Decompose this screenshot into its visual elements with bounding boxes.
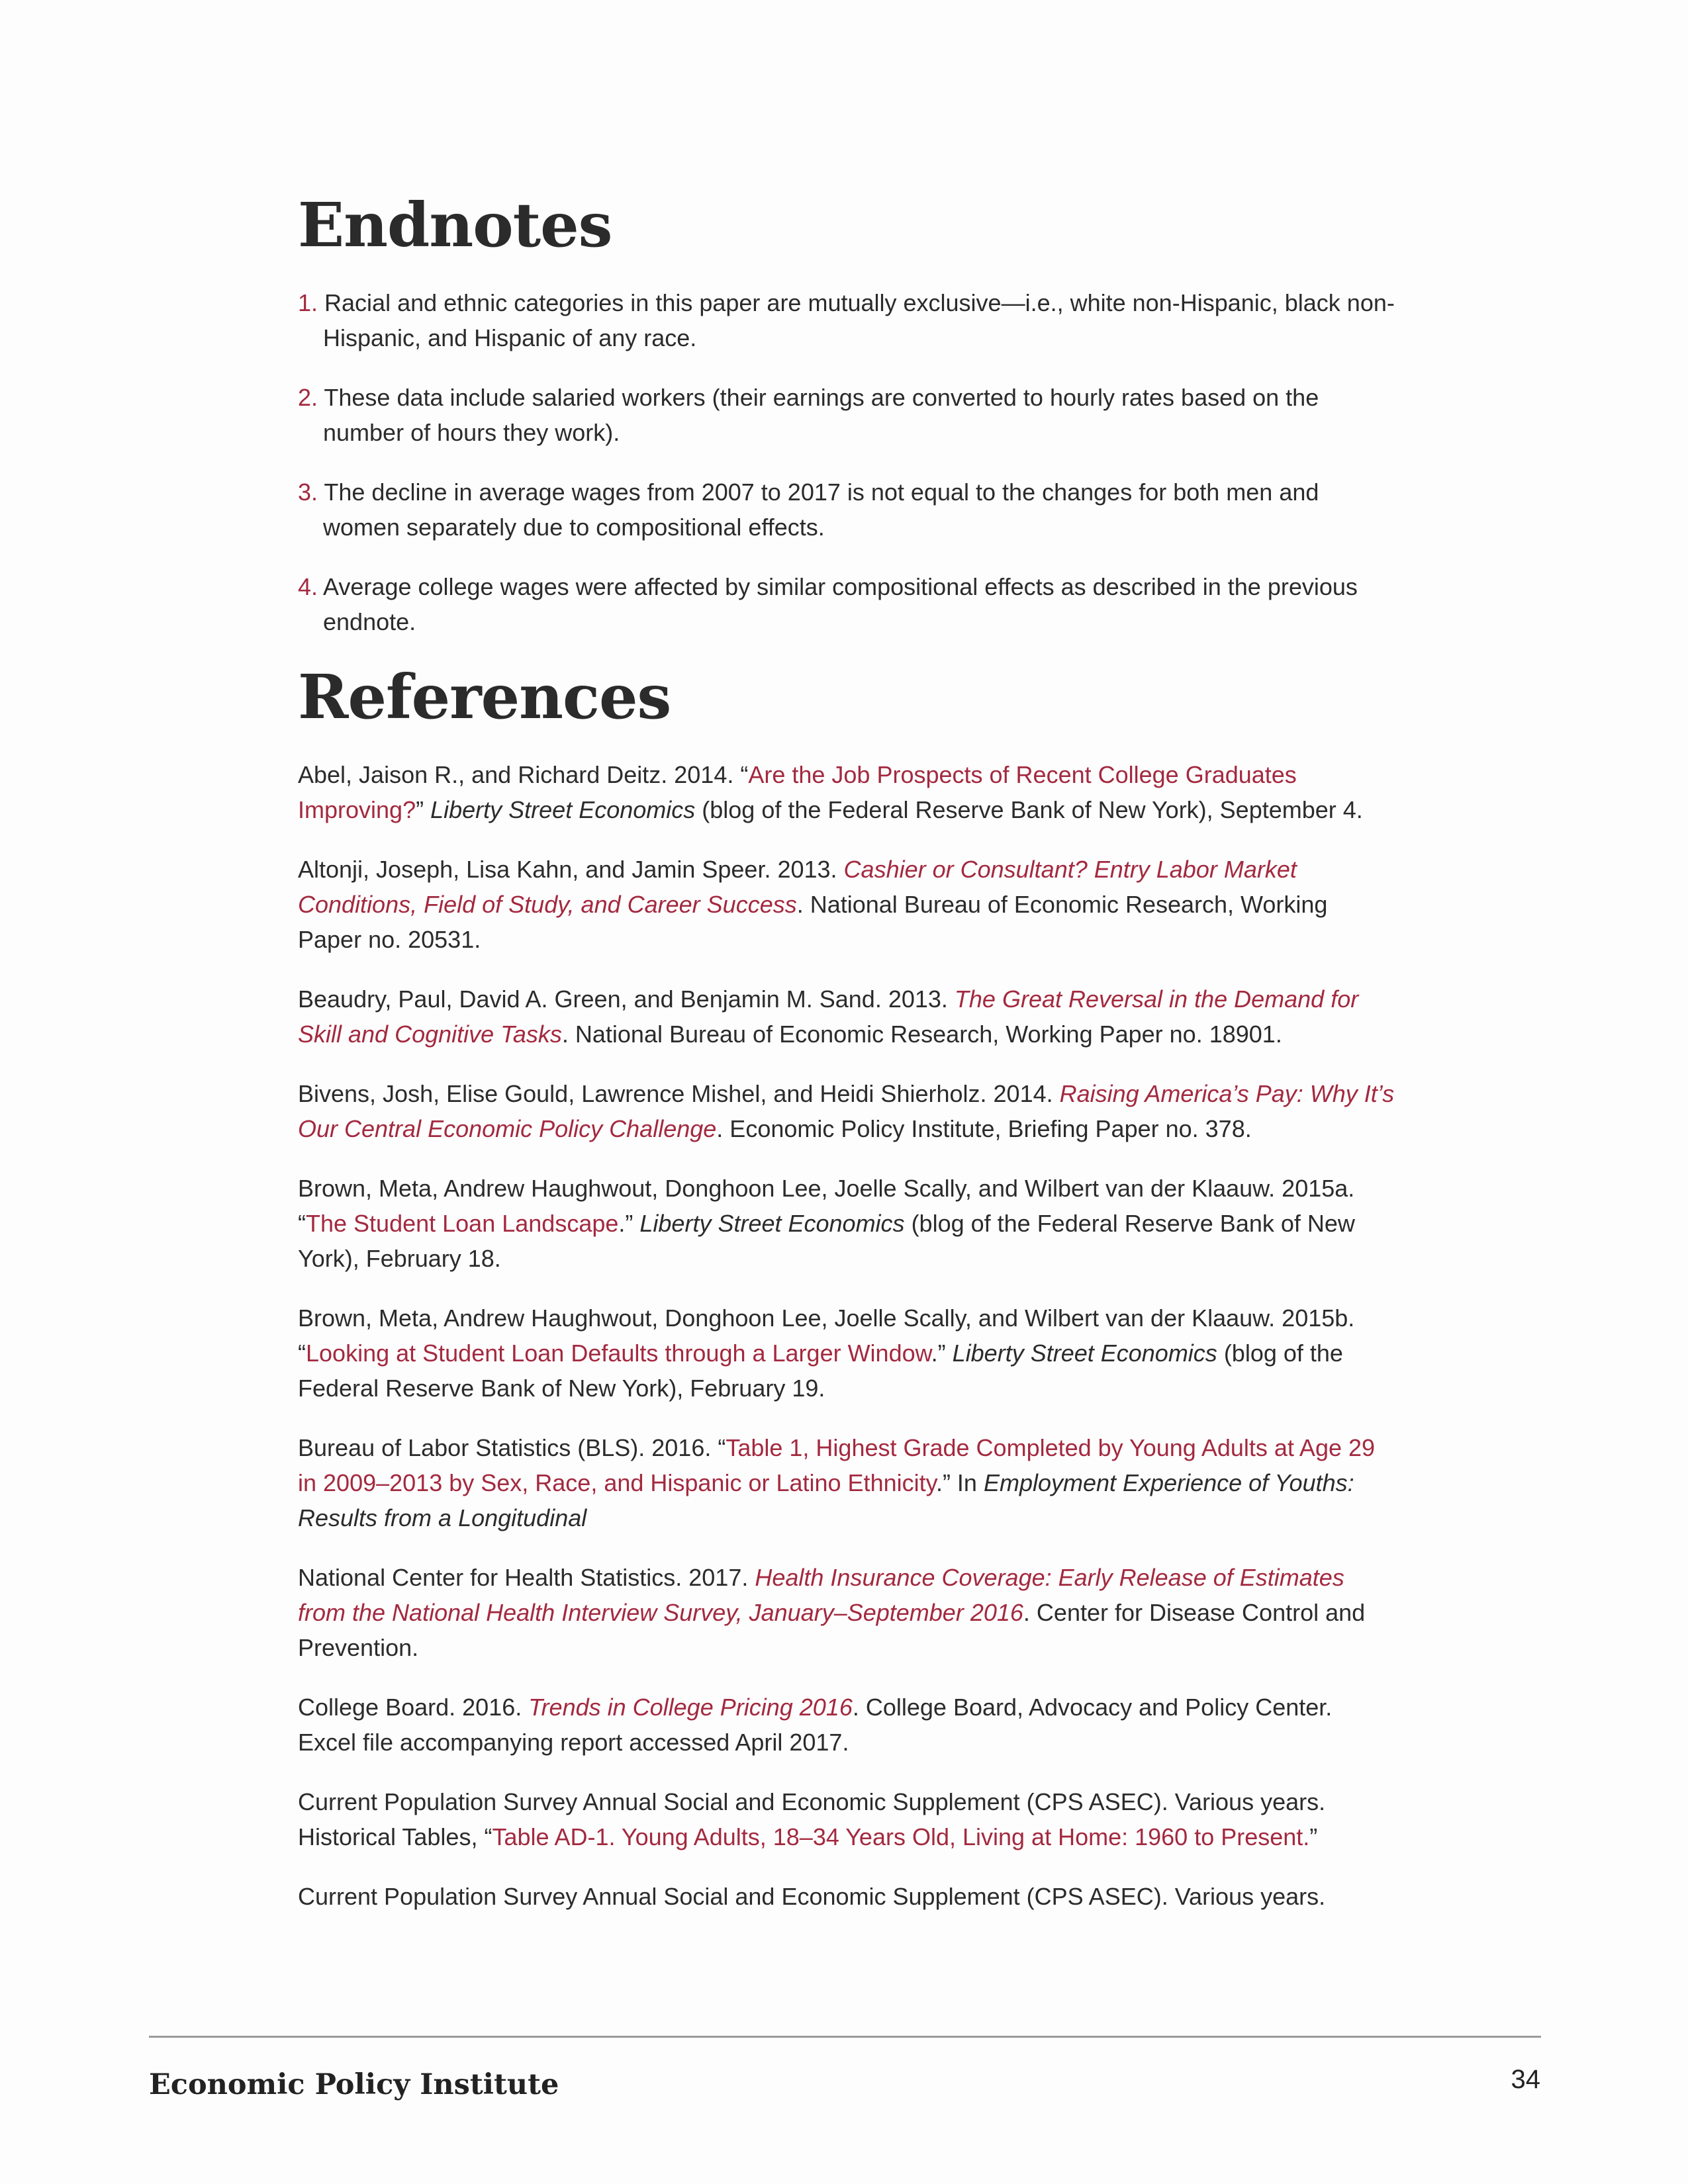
- reference-item: [298, 852, 1397, 957]
- reference-publication: Liberty Street Economics: [430, 796, 696, 824]
- reference-text: Current Population Survey Annual Social and Economic Supplement (CPS ASEC). Various years.: [298, 1883, 1326, 1911]
- reference-text: Bivens, Josh, Elise Gould, Lawrence Mishel, and Heidi Shierholz. 2014.: [298, 1080, 1060, 1108]
- reference-text: College Board. 2016.: [298, 1694, 529, 1721]
- reference-item: [298, 981, 1397, 1052]
- reference-text: .”: [618, 1210, 640, 1238]
- reference-text: .”: [931, 1340, 953, 1367]
- reference-text: Brown, Meta, Andrew Haughwout, Donghoon Lee, Joelle Scally, and Wilbert van der Klaauw. 2015a. “: [298, 1175, 1355, 1238]
- reference-text: . National Bureau of Economic Research, Working Paper no. 18901.: [561, 1021, 1282, 1048]
- reference-text: (blog of the Federal Reserve Bank of New York), February 19.: [298, 1340, 1343, 1402]
- reference-text: Brown, Meta, Andrew Haughwout, Donghoon Lee, Joelle Scally, and Wilbert van der Klaauw. 2015b. “: [298, 1304, 1355, 1367]
- reference-text: . College Board, Advocacy and Policy Center. Excel file accompanying report accessed April 2017.: [298, 1694, 1333, 1756]
- main-content: [298, 189, 1397, 1938]
- reference-link[interactable]: Trends in College Pricing 2016: [528, 1694, 853, 1721]
- reference-link[interactable]: Looking at Student Loan Defaults through a Larger Window: [306, 1340, 931, 1367]
- reference-item: [298, 757, 1397, 827]
- reference-text: .” In: [935, 1469, 984, 1497]
- endnote-number[interactable]: 2.: [298, 384, 318, 412]
- reference-text: Abel, Jaison R., and Richard Deitz. 2014. “: [298, 761, 749, 789]
- endnote-text: Racial and ethnic categories in this paper are mutually exclusive—i.e., white non-Hispanic, black non-Hispanic, and Hispanic of any race.: [318, 289, 1395, 352]
- footer-divider: [149, 2036, 1541, 2038]
- reference-link[interactable]: Table 1, Highest Grade Completed by Young Adults at Age 29 in 2009–2013 by Sex, Race, and Hispanic or Latino Ethnicity: [298, 1434, 1376, 1497]
- reference-link[interactable]: Raising America’s Pay: Why It’s Our Central Economic Policy Challenge: [298, 1080, 1395, 1143]
- endnotes-list: [298, 285, 1397, 639]
- endnote-text: The decline in average wages from 2007 to 2017 is not equal to the changes for both men and women separately due to compositional effects.: [318, 478, 1319, 541]
- reference-text: (blog of the Federal Reserve Bank of New York), February 18.: [298, 1210, 1355, 1273]
- reference-item: [298, 1171, 1397, 1276]
- endnote-number[interactable]: 3.: [298, 478, 318, 506]
- reference-text: Altonji, Joseph, Lisa Kahn, and Jamin Speer. 2013.: [298, 856, 844, 884]
- reference-text: ”: [1309, 1823, 1318, 1851]
- reference-text: National Center for Health Statistics. 2017.: [298, 1564, 755, 1592]
- endnote-item: [298, 475, 1397, 545]
- endnote-number[interactable]: 1.: [298, 289, 318, 317]
- reference-item: [298, 1076, 1397, 1146]
- reference-text: . National Bureau of Economic Research, Working Paper no. 20531.: [298, 891, 1328, 954]
- endnote-text: Average college wages were affected by similar compositional effects as described in the previous endnote.: [318, 573, 1358, 636]
- page-number: 34: [1511, 2065, 1540, 2094]
- references-heading: References: [298, 661, 671, 733]
- footer-organization: Economic Policy Institute: [149, 2068, 559, 2101]
- endnote-text: These data include salaried workers (their earnings are converted to hourly rates based on the number of hours they work).: [318, 384, 1319, 447]
- endnote-item: [298, 285, 1397, 355]
- endnote-item: [298, 380, 1397, 450]
- reference-item: [298, 1879, 1397, 1914]
- reference-link[interactable]: Health Insurance Coverage: Early Release of Estimates from the National Health Interview Survey, January–September 2016: [298, 1564, 1344, 1627]
- reference-publication: Employment Experience of Youths: Results from a Longitudinal: [298, 1469, 1354, 1532]
- reference-item: [298, 1430, 1397, 1535]
- reference-link[interactable]: Table AD-1. Young Adults, 18–34 Years Old, Living at Home: 1960 to Present.: [492, 1823, 1310, 1851]
- reference-text: Beaudry, Paul, David A. Green, and Benjamin M. Sand. 2013.: [298, 985, 955, 1013]
- endnote-number[interactable]: 4.: [298, 573, 318, 601]
- reference-text: . Center for Disease Control and Prevention.: [298, 1599, 1366, 1662]
- reference-text: Bureau of Labor Statistics (BLS). 2016. “: [298, 1434, 726, 1462]
- reference-item: [298, 1784, 1397, 1854]
- endnotes-heading: Endnotes: [298, 189, 612, 261]
- reference-item: [298, 1560, 1397, 1665]
- reference-link[interactable]: Cashier or Consultant? Entry Labor Market Conditions, Field of Study, and Career Success: [298, 856, 1297, 919]
- reference-publication: Liberty Street Economics: [639, 1210, 905, 1238]
- reference-text: Current Population Survey Annual Social and Economic Supplement (CPS ASEC). Various years. Historical Tables, “: [298, 1788, 1326, 1851]
- reference-publication: Liberty Street Economics: [952, 1340, 1217, 1367]
- reference-link[interactable]: The Student Loan Landscape: [306, 1210, 619, 1238]
- endnote-item: [298, 569, 1397, 639]
- references-list: [298, 757, 1397, 1914]
- reference-item: [298, 1690, 1397, 1760]
- reference-text: . Economic Policy Institute, Briefing Paper no. 378.: [716, 1115, 1252, 1143]
- reference-text: ”: [416, 796, 431, 824]
- reference-link[interactable]: Are the Job Prospects of Recent College Graduates Improving?: [298, 761, 1297, 824]
- reference-link[interactable]: The Great Reversal in the Demand for Skill and Cognitive Tasks: [298, 985, 1359, 1048]
- reference-item: [298, 1300, 1397, 1406]
- reference-text: (blog of the Federal Reserve Bank of New York), September 4.: [695, 796, 1363, 824]
